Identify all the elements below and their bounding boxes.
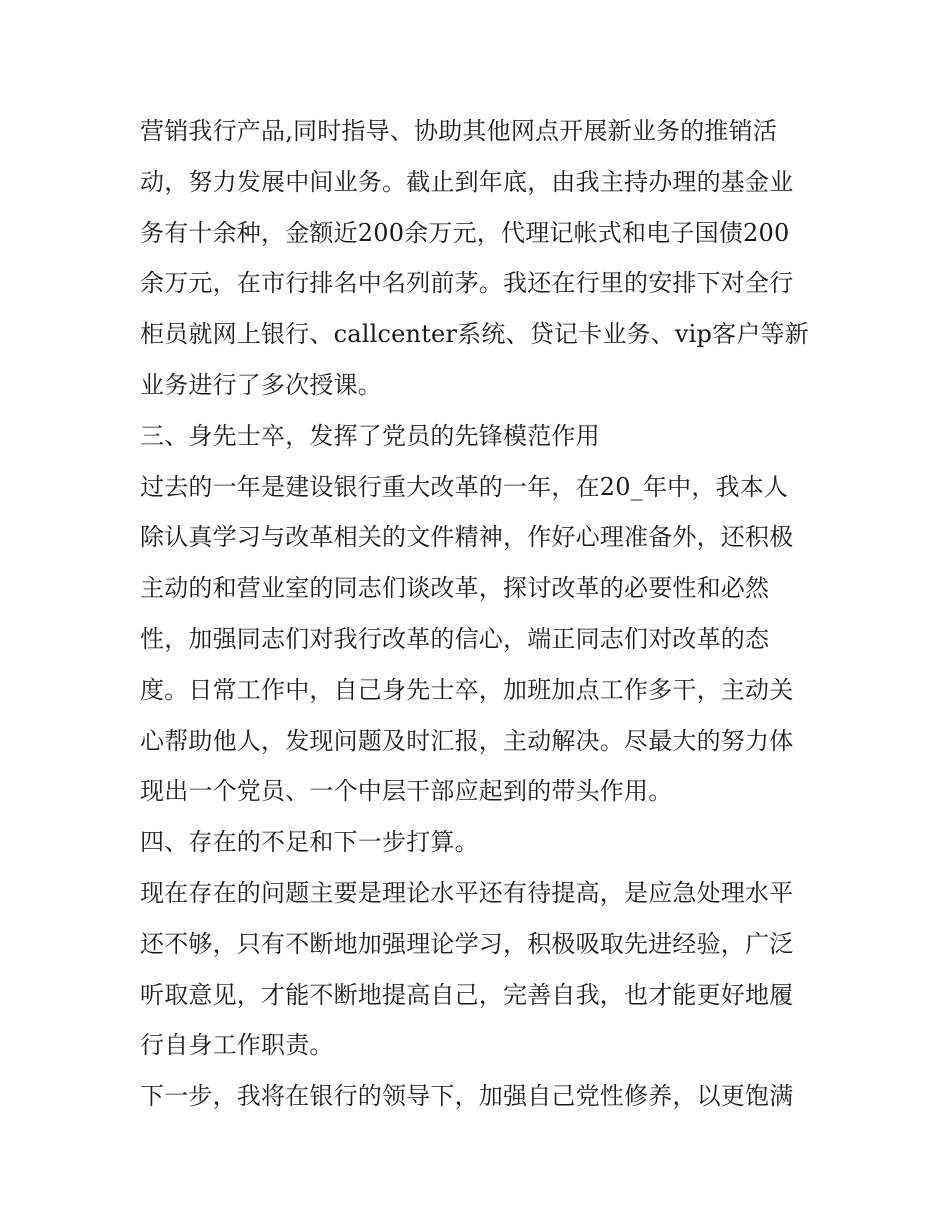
paragraph-line: 除认真学习与改革相关的文件精神，作好心理准备外，还积极 [140,523,794,552]
paragraph-line: 心帮助他人，发现问题及时汇报，主动解决。尽最大的努力体 [140,726,794,755]
paragraph-line: 余万元，在市行排名中名列前茅。我还在行里的安排下对全行 [140,269,794,298]
paragraph-line: 下一步，我将在银行的领导下，加强自己党性修养，以更饱满 [140,1082,794,1111]
paragraph-line: 现出一个党员、一个中层干部应起到的带头作用。 [140,777,673,806]
paragraph-line: 务有十余种，金额近200余万元，代理记帐式和电子国债200 [140,218,790,247]
paragraph-line: 还不够，只有不断地加强理论学习，积极吸取先进经验，广泛 [140,929,794,958]
paragraph-line: 过去的一年是建设银行重大改革的一年，在20_年中，我本人 [140,472,789,501]
paragraph-line: 主动的和营业室的同志们谈改革，探讨改革的必要性和必然 [140,574,770,603]
paragraph-line: 现在存在的问题主要是理论水平还有待提高，是应急处理水平 [140,878,794,907]
paragraph-line: 行自身工作职责。 [140,1031,334,1060]
section-heading: 三、身先士卒，发挥了党员的先锋模范作用 [140,421,600,450]
paragraph-line: 性，加强同志们对我行改革的信心，端正同志们对改革的态 [140,624,770,653]
section-heading: 四、存在的不足和下一步打算。 [140,828,479,857]
paragraph-line: 听取意见，才能不断地提高自己，完善自我，也才能更好地履 [140,980,794,1009]
paragraph-line: 柜员就网上银行、callcenter系统、贷记卡业务、vip客户等新 [140,320,809,349]
document-body [140,106,820,1122]
paragraph-line: 营销我行产品,同时指导、协助其他网点开展新业务的推销活 [140,117,778,145]
paragraph-line: 动，努力发展中间业务。截止到年底，由我主持办理的基金业 [140,167,794,196]
paragraph-line: 度。日常工作中，自己身先士卒，加班加点工作多干，主动关 [140,675,794,704]
paragraph-line: 业务进行了多次授课。 [140,370,382,399]
